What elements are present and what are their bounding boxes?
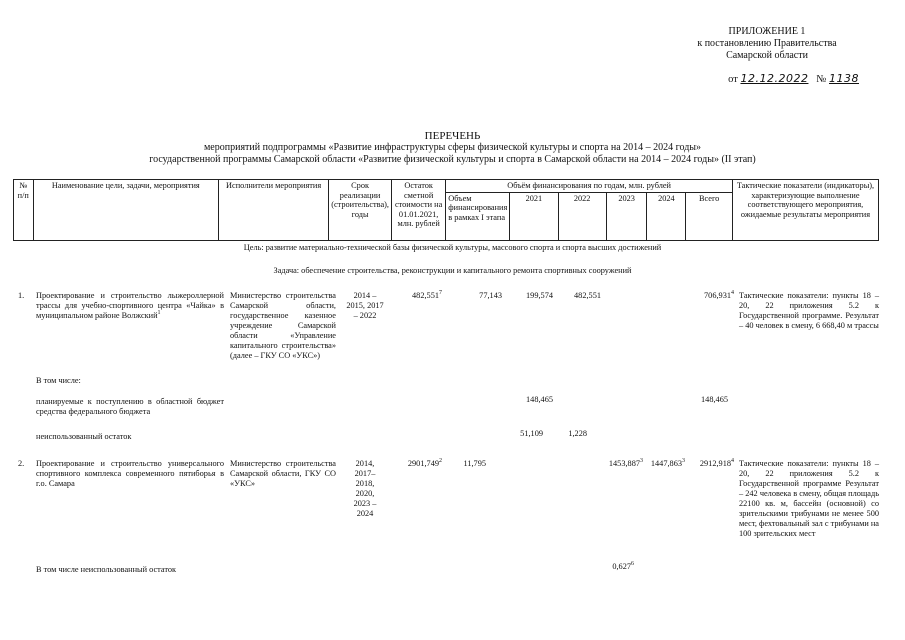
row1-name-text: Проектирование и строительство лыжероллерной трассы для учебно-спортивного центра «Чайка» в муниципальном районе Волжский [36,291,224,320]
row2-2023-value: 1453,887 [608,459,640,468]
header-2022: 2022 [558,192,606,240]
number-value: 1138 [829,72,859,85]
header-indicators: Тактические показатели (индикаторы), характеризующие выполнение соответствующего мероприятия, ожидаемые результаты мероприятия [732,180,878,241]
row2-2023-sup: 3 [640,458,643,465]
row2-exec: Министерство строительства Самарской области, ГКУ СО «УКС» [230,459,336,488]
row1-rest [390,291,442,301]
row1a-name: планируемые к поступлению в областной бюджет средства федерального бюджета [36,397,224,416]
row1-total-value: 706,931 [704,291,731,300]
row2-indicators: Тактические показатели: пункты 18 – 20, 22 приложения 5.2 к Государственной программе Результат – 242 человека в смену, общая площадь 22100 кв. м, бассейн (основной) со зрительскими трибунами не менее 500 мест, фехтовальный зал с трибунами на 100 зрительских мест [739,459,879,538]
row2a-2023 [596,562,634,572]
row2-2024-value: 1447,863 [650,459,682,468]
row1-indicators: Тактические показатели: пункты 18 – 20, 22 приложения 5.2 к Государственной программе. Результат – 40 человек в смену, 6 668,40 м трассы [739,291,879,330]
table-header [13,179,879,241]
date-prefix: от [728,74,738,85]
row1-total [688,291,734,301]
row1-fin1: 77,143 [479,291,502,300]
row1-term: 2014 – 2015, 2017 – 2022 [346,291,384,320]
header-financing: Объём финансирования по годам, млн. рублей [446,180,733,193]
appendix-title: ПРИЛОЖЕНИЕ 1 [728,26,806,37]
header-total: Всего [686,192,733,240]
row2-fin1: 11,795 [463,459,486,468]
row1-exec: Министерство строительства Самарской области, государственное казенное учреждение Самарской области «Управление капитального строительства» (далее – ГКУ СО «УКС») [230,291,336,360]
row2-rest-sup: 2 [439,458,442,465]
row2-term: 2014, 2017– 2018, 2020, 2023 – 2024 [353,459,377,518]
header-2023: 2023 [606,192,647,240]
row2-total-sup: 4 [731,458,734,465]
row2-total [685,459,734,469]
header-fin1: Объем финансирования в рамках I этапа [446,192,510,240]
row2-2024-sup: 3 [682,458,685,465]
header-exec: Исполнители мероприятия [219,180,329,241]
row2-2024 [643,459,685,469]
title-line2: мероприятий подпрограммы «Развитие инфраструктуры сферы физической культуры и спорта на 2014 – 2024 годы» [203,142,702,153]
row1-rest-value: 482,551 [412,291,439,300]
header-no: № п/п [14,180,34,241]
row1b-2022: 1,228 [568,429,587,438]
date-value: 12.12.2022 [740,72,809,85]
row1-name-sup: 1 [157,310,161,317]
row2a-2023-sup: 6 [631,561,634,568]
header-2021: 2021 [510,192,558,240]
row2-no: 2. [18,459,25,468]
row2-rest-value: 2901,749 [407,459,439,468]
appendix-line3: Самарской области [726,50,808,61]
row2-name: Проектирование и строительство универсального спортивного комплекса современного пятиборья в г.о. Самара [36,459,224,488]
row2-rest [390,459,442,469]
row2-2023 [596,459,643,469]
number-prefix: № [816,74,827,85]
header-term: Срок реализации (строительства), годы [329,180,392,241]
order-line [728,72,859,85]
row2-total-value: 2912,918 [699,459,731,468]
title-line3: государственной программы Самарской области «Развитие физической культуры и спорта в Самарской области на 2014 – 2024 годы» (II этап) [149,154,756,165]
header-name: Наименование цели, задачи, мероприятия [33,180,218,241]
row1-no: 1. [18,291,25,300]
row1-name [36,291,224,321]
appendix-line2: к постановлению Правительства [697,38,837,49]
row1-total-sup: 4 [731,290,734,297]
row2a-2023-value: 0,627 [612,562,631,571]
title-heading: ПЕРЕЧЕНЬ [424,130,481,142]
row1-2022: 482,551 [574,291,601,300]
row1b-name: неиспользованный остаток [36,432,132,441]
header-rest: Остаток сметной стоимости на 01.01.2021, млн. рублей [391,180,445,241]
row1a-2021: 148,465 [526,395,553,404]
appendix-block [677,26,857,62]
in-that-label: В том числе: [36,376,81,385]
row1b-2021: 51,109 [520,429,543,438]
row2a-name: В том числе неиспользованный остаток [36,565,177,574]
goal-line: Цель: развитие материально-технической базы физической культуры, массового спорта и спорта высших достижений [243,243,662,252]
document-title [0,130,905,166]
row1-rest-sup: 7 [439,290,442,297]
header-2024: 2024 [647,192,686,240]
row1a-total: 148,465 [701,395,728,404]
task-line: Задача: обеспечение строительства, реконструкции и капитального ремонта спортивных сооружений [273,266,632,275]
row1-2021: 199,574 [526,291,553,300]
